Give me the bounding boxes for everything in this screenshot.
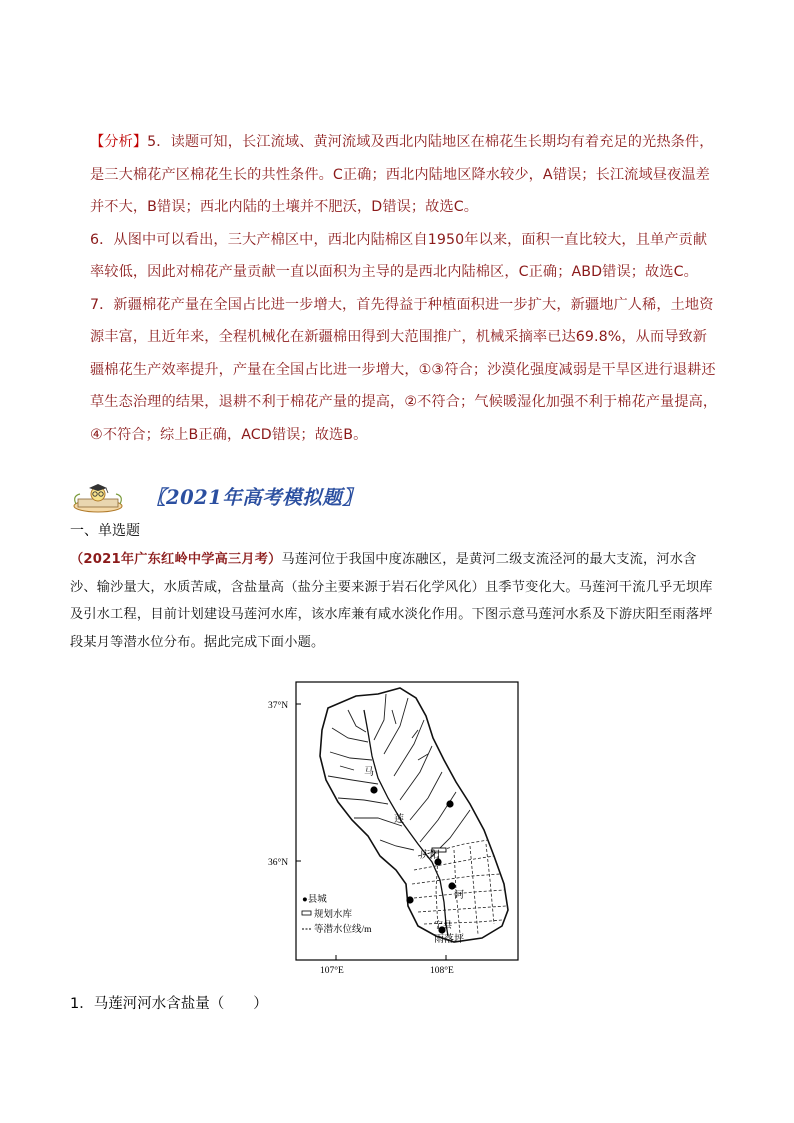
stem-text: 马莲河位于我国中度冻融区，是黄河二级支流泾河的最大支流，河水含沙、输沙量大，水质苦咸，含盐量高（盐分主要来源于岩石化学风化）且季节变化大。马莲河干流几乎无坝库及引水工程，目前计划建设马莲河水库，该水库兼有咸水淡化作用。下图示意马莲河水系及下游庆阳至雨落坪段某月等潜水位分布。据此完成下面小题。 [70,552,713,650]
lat-label-36: 36°N [268,858,289,868]
analysis-tag: 【分析】 [90,134,148,150]
lon-label-107: 107°E [320,966,344,976]
question-1: 1．马莲河河水含盐量（ ） [70,996,268,1012]
stem-source: （2021年广东红岭中学高三月考） [70,552,282,567]
lat-label-37: 37°N [268,701,289,711]
county-dot-4 [406,896,413,903]
question-stem [70,546,720,656]
town-label-yuluoping: 雨落坪 [434,934,464,945]
analysis-paragraph-5 [90,126,720,224]
analysis-paragraph-7: 7．新疆棉花产量在全国占比进一步增大，首先得益于种植面积进一步扩大，新疆地广人稀，土地资源丰富，且近年来，全程机械化在新疆棉田得到大范围推广，机械采摘率已达69.8%，从而导致新疆棉花生产效率提升，产量在全国占比进一步增大，①③符合；沙漠化强度减弱是干旱区进行退耕还草生态治理的结果，退耕不利于棉花产量的提高，②不符合；气候暖湿化加强不利于棉花产量提高，④不符合；综上B正确，ACD错误；故选B。 [90,296,718,443]
legend-contour: 等潜水位线/m [314,925,372,935]
town-label-ningxian: 宁县 [434,920,453,930]
section-banner [70,480,470,516]
county-dot-2 [446,800,453,807]
malian-river-map [268,680,528,980]
banner-title: 〖2021年高考模拟题〗 [146,486,363,509]
legend-reservoir: 规划水库 [314,910,353,920]
town-label-qingyang: 庆阳 [420,850,440,861]
analysis-block [90,126,720,451]
river-char-he: 河 [454,890,464,901]
section-heading: 一、单选题 [70,523,140,539]
county-dot-3 [448,882,455,889]
scholar-mascot-icon [70,482,126,514]
legend-reservoir-icon [302,911,311,915]
river-char-ma: 马 [364,767,374,778]
analysis-text-5: 5．读题可知，长江流域、黄河流域及西北内陆地区在棉花生长期均有着充足的光热条件，是三大棉花产区棉花生长的共性条件。C正确；西北内陆地区降水较少，A错误；长江流域昼夜温差并不大，B错误；西北内陆的土壤并不肥沃，D错误；故选C。 [90,134,714,215]
county-dot-1 [370,786,377,793]
river-char-lian: 莲 [394,814,404,825]
tributaries [328,694,470,858]
lon-label-108: 108°E [430,966,454,976]
map-legend [302,893,372,935]
legend-county: ●县城 [302,895,327,905]
analysis-paragraph-6: 6．从图中可以看出，三大产棉区中，西北内陆棉区自1950年以来，面积一直比较大，且单产贡献率较低，因此对棉花产量贡献一直以面积为主导的是西北内陆棉区，C正确；ABD错误；故选C。 [90,231,708,280]
